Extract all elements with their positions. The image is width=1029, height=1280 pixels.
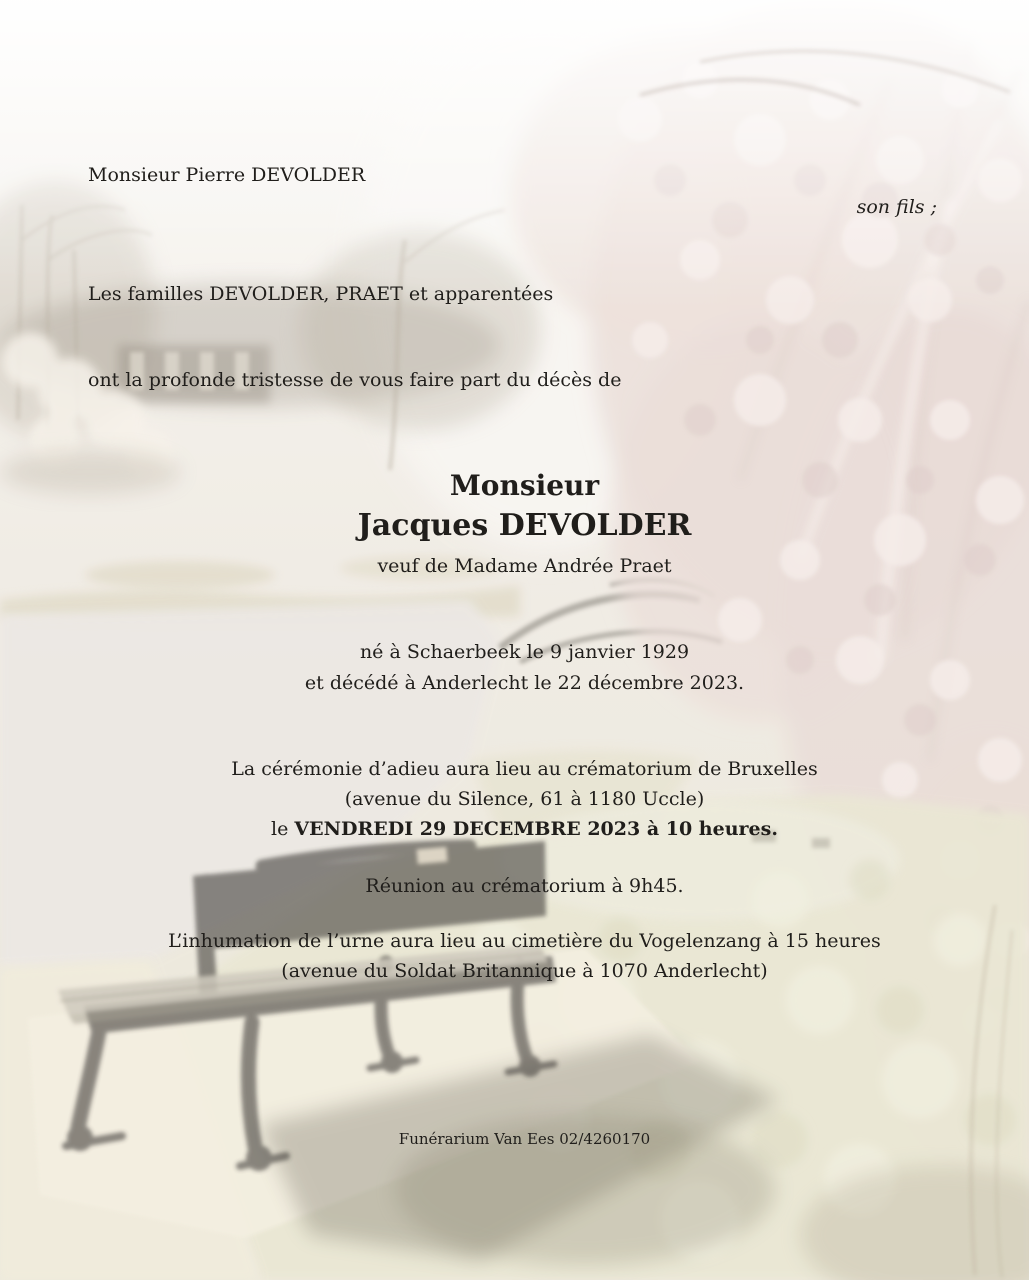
- ceremony-location-line: La cérémonie d’adieu aura lieu au crématorium de Bruxelles: [231, 758, 818, 780]
- deceased-name: Jacques DEVOLDER: [357, 508, 692, 543]
- relation-note: son fils ;: [856, 196, 937, 218]
- burial-line: L’inhumation de l’urne aura lieu au cimetière du Vogelenzang à 15 heures: [168, 930, 881, 952]
- meeting-line: Réunion au crématorium à 9h45.: [365, 875, 684, 897]
- deceased-title: Monsieur: [449, 469, 600, 502]
- death-line: et décédé à Anderlecht le 22 décembre 2023.: [304, 672, 745, 694]
- announcement-line: ont la profonde tristesse de vous faire part du décès de: [88, 369, 622, 391]
- widower-line: veuf de Madame Andrée Praet: [377, 555, 672, 577]
- ceremony-date-bold: VENDREDI 29 DECEMBRE 2023 à 10 heures.: [294, 818, 778, 840]
- ceremony-date-line: [10, 814, 1029, 844]
- families-line: Les familles DEVOLDER, PRAET et apparentées: [88, 283, 554, 305]
- ceremony-date-prefix: le: [271, 818, 295, 840]
- birth-line: né à Schaerbeek le 9 janvier 1929: [359, 641, 690, 663]
- ceremony-address-line: (avenue du Silence, 61 à 1180 Uccle): [344, 788, 705, 810]
- burial-address-line: (avenue du Soldat Britannique à 1070 Anderlecht): [281, 960, 768, 982]
- sender-name: Monsieur Pierre DEVOLDER: [88, 164, 366, 186]
- funeral-home-line: Funérarium Van Ees 02/4260170: [398, 1130, 651, 1148]
